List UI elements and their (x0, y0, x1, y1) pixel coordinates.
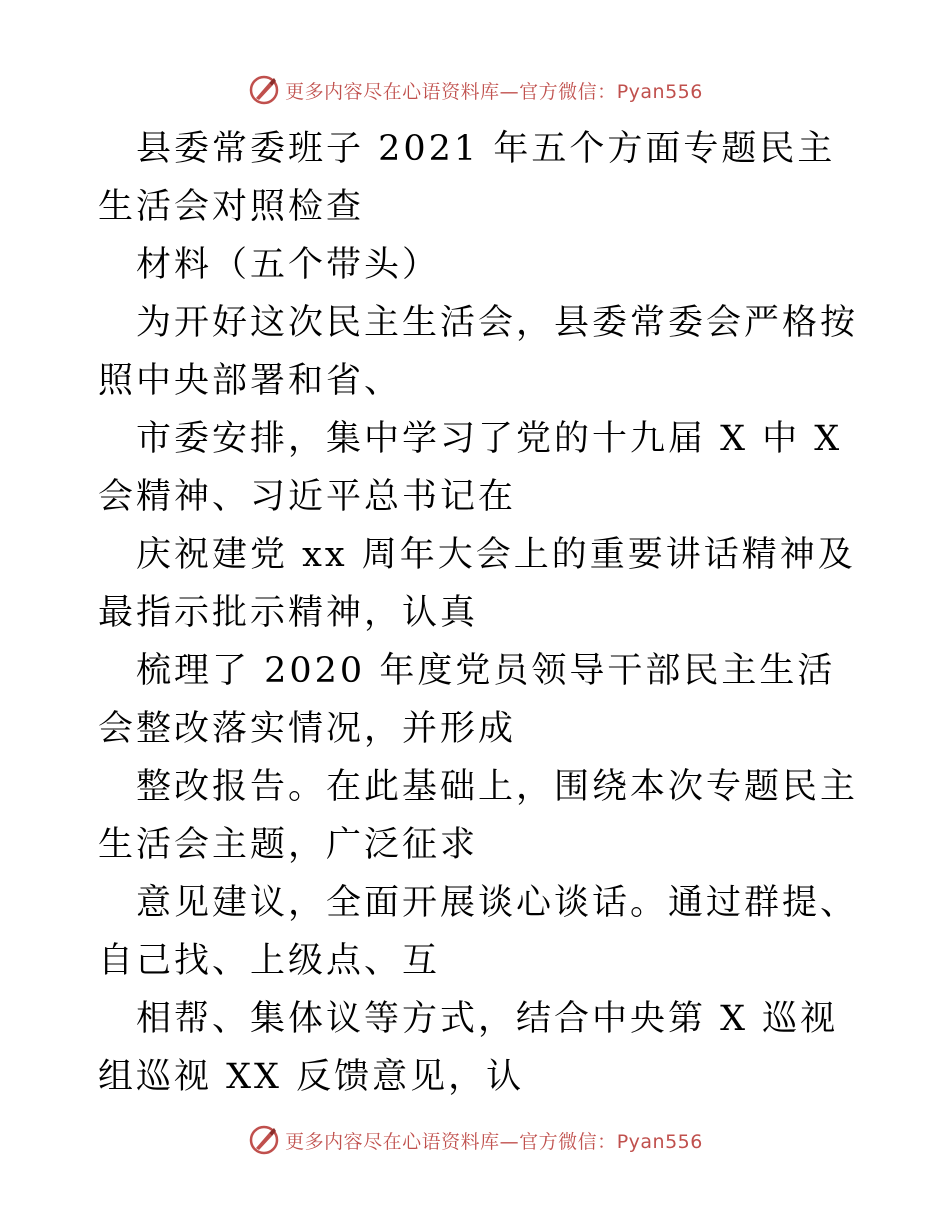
footer-banner-title: 更多内容尽在心语资料库 (285, 1130, 500, 1153)
footer-banner-text (285, 1127, 703, 1154)
footer-banner-separator: — (499, 1130, 520, 1153)
paragraph: 梳理了 2020 年度党员领导干部民主生活会整改落实情况，并形成 (98, 651, 836, 749)
header-banner (0, 70, 950, 110)
footer-wechat-label: 官方微信： (519, 1130, 617, 1153)
paragraph: 庆祝建党 xx 周年大会上的重要讲话精神及最指示批示精神，认真 (98, 535, 856, 633)
footer-wechat-handle: Pyan556 (616, 1130, 703, 1153)
paragraph: 为开好这次民主生活会，县委常委会严格按照中央部署和省、 (98, 303, 859, 401)
paragraph-subtitle: 材料（五个带头） (136, 245, 441, 285)
document-body (98, 120, 858, 1106)
paragraph: 市委安排，集中学习了党的十九届 X 中 X 会精神、习近平总书记在 (98, 419, 843, 517)
pen-logo-icon (247, 1123, 281, 1157)
header-banner-title: 更多内容尽在心语资料库 (285, 80, 500, 103)
paragraph-title: 县委常委班子 2021 年五个方面专题民主生活会对照检查 (98, 129, 836, 227)
header-banner-text (285, 77, 703, 104)
pen-logo-icon (247, 73, 281, 107)
header-wechat-label: 官方微信： (519, 80, 617, 103)
paragraph: 整改报告。在此基础上，围绕本次专题民主生活会主题，广泛征求 (98, 767, 859, 865)
header-banner-separator: — (499, 80, 520, 103)
paragraph: 相帮、集体议等方式，结合中央第 X 巡视组巡视 XX 反馈意见，认 (98, 999, 839, 1097)
header-wechat-handle: Pyan556 (616, 80, 703, 103)
footer-banner (0, 1120, 950, 1160)
paragraph: 意见建议，全面开展谈心谈话。通过群提、自己找、上级点、互 (98, 883, 859, 981)
